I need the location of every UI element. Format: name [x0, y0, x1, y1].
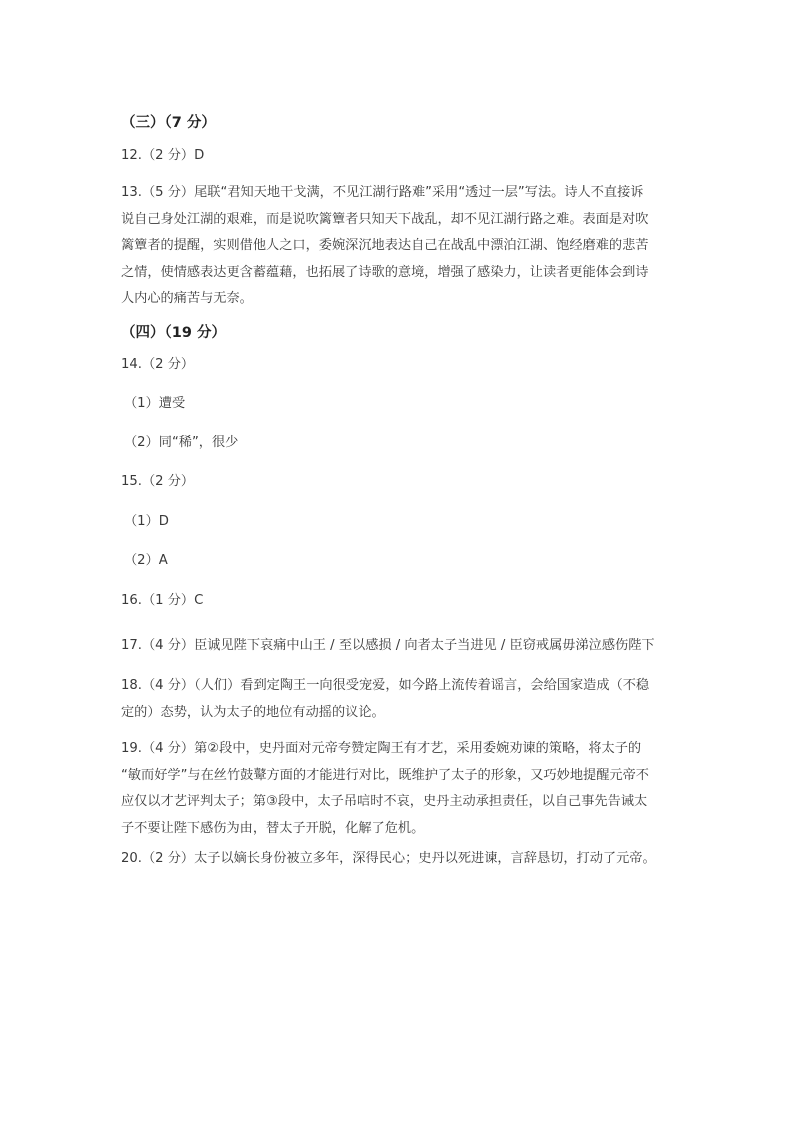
- answer-19-line: “敏而好学”与在丝竹鼓鼙方面的才能进行对比，既维护了太子的形象，又巧妙地提醒元帝不: [121, 767, 649, 783]
- answer-13: [121, 180, 681, 313]
- section-4-heading: （四）（19 分）: [121, 325, 226, 341]
- answer-20: 20.（2 分）太子以嫡长身份被立多年，深得民心；史丹以死进谏，言辞恳切，打动了元帝。: [121, 851, 656, 866]
- answer-14: 14.（2 分）: [121, 357, 195, 372]
- answer-19-line: 子不要让陛下感伤为由，替太子开脱，化解了危机。: [121, 820, 425, 836]
- answer-16: 16.（1 分）C: [121, 593, 204, 608]
- answer-15-part-2: （2）A: [124, 553, 168, 568]
- answer-19: [121, 736, 681, 842]
- section-3-heading: （三）（7 分）: [121, 115, 216, 131]
- answer-15-part-1: （1）D: [124, 514, 169, 529]
- answer-18: [121, 673, 681, 726]
- answer-14-part-1: （1）遭受: [124, 396, 186, 411]
- answer-13-line: 说自己身处江湖的艰难，而是说吹篱簟者只知天下战乱，却不见江湖行路之难。表面是对吹: [121, 211, 649, 227]
- answer-13-line: 篱簟者的提醒，实则借他人之口，委婉深沉地表达自己在战乱中漂泊江湖、饱经磨难的悲苦: [121, 238, 649, 253]
- answer-13-line: 人内心的痛苦与无奈。: [121, 291, 253, 306]
- answer-18-line: 定的）态势，认为太子的地位有动摇的议论。: [121, 704, 385, 720]
- answer-12: 12.（2 分）D: [121, 148, 205, 163]
- answer-18-line: 18.（4 分）（人们）看到定陶王一向很受宠爱，如今路上流传着谣言，会给国家造成（不稳: [121, 678, 650, 693]
- answer-13-line: 13.（5 分）尾联“君知天地干戈满，不见江湖行路难”采用“透过一层”写法。诗人不直接诉: [121, 185, 644, 200]
- answer-13-line: 之情，使情感表达更含蓄蕴藉，也拓展了诗歌的意境，增强了感染力，让读者更能体会到诗: [121, 264, 649, 280]
- answer-14-part-2: （2）同“稀”，很少: [124, 435, 239, 450]
- answer-15: 15.（2 分）: [121, 474, 195, 489]
- answer-19-line: 应仅以才艺评判太子；第③段中，太子吊唁时不哀，史丹主动承担责任，以自己事先告诫太: [121, 794, 648, 809]
- answer-17: 17.（4 分）臣诚见陛下哀痛中山王 / 至以感损 / 向者太子当进见 / 臣窃戒属毋涕泣感伤陛下: [121, 638, 655, 653]
- answer-19-line: 19.（4 分）第②段中，史丹面对元帝夸赞定陶王有才艺，采用委婉劝谏的策略，将太子的: [121, 741, 642, 756]
